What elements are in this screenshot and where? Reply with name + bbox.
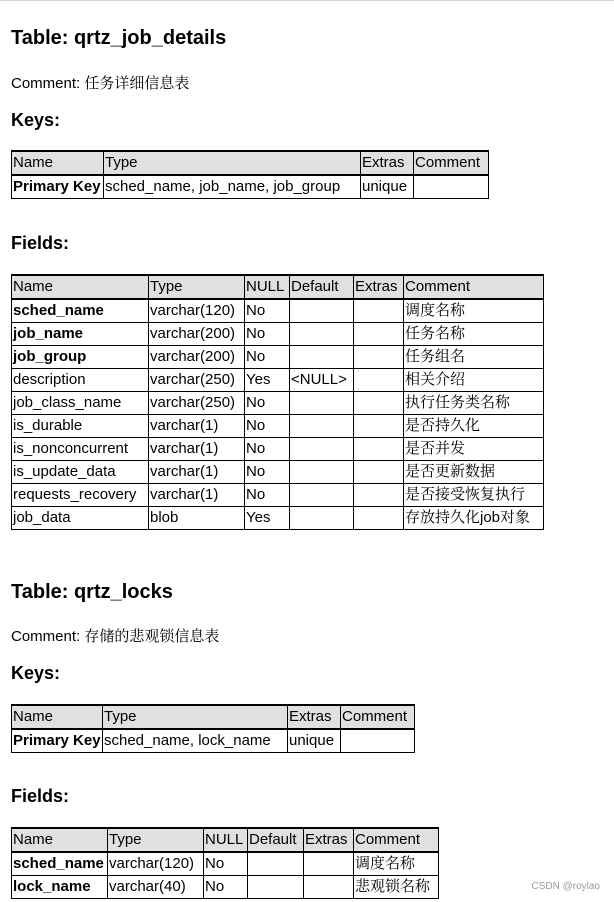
field-default-cell bbox=[290, 299, 354, 323]
field-comment-cell: 任务名称 bbox=[404, 323, 544, 346]
field-type-cell: varchar(120) bbox=[149, 299, 245, 323]
keys-header-row bbox=[12, 151, 489, 175]
key-extras-cell: unique bbox=[361, 175, 414, 199]
column-header: Default bbox=[290, 275, 354, 299]
keys-header-row bbox=[12, 705, 415, 729]
field-comment-cell: 悲观锁名称 bbox=[354, 876, 439, 899]
key-extras-cell: unique bbox=[288, 729, 341, 753]
column-header: Extras bbox=[354, 275, 404, 299]
field-null-cell: No bbox=[204, 876, 248, 899]
field-name-cell: sched_name bbox=[12, 852, 108, 876]
field-extras-cell bbox=[304, 876, 354, 899]
field-extras-cell bbox=[354, 484, 404, 507]
table-comment: Comment: 任务详细信息表 bbox=[11, 75, 190, 92]
field-name-cell: job_group bbox=[12, 346, 149, 369]
watermark: CSDN @roylao bbox=[531, 881, 600, 892]
table-row bbox=[12, 369, 544, 392]
field-type-cell: varchar(120) bbox=[108, 852, 204, 876]
field-default-cell bbox=[290, 323, 354, 346]
field-default-cell bbox=[290, 346, 354, 369]
field-name-cell: job_class_name bbox=[12, 392, 149, 415]
field-type-cell: varchar(250) bbox=[149, 392, 245, 415]
field-name-cell: is_update_data bbox=[12, 461, 149, 484]
field-default-cell bbox=[290, 484, 354, 507]
column-header: Name bbox=[12, 151, 104, 175]
column-header: Name bbox=[12, 828, 108, 852]
field-comment-cell: 是否并发 bbox=[404, 438, 544, 461]
field-type-cell: varchar(1) bbox=[149, 438, 245, 461]
field-extras-cell bbox=[354, 392, 404, 415]
field-null-cell: No bbox=[245, 484, 290, 507]
column-header: Comment bbox=[341, 705, 415, 729]
column-header: Comment bbox=[354, 828, 439, 852]
field-comment-cell: 是否接受恢复执行 bbox=[404, 484, 544, 507]
field-name-cell: description bbox=[12, 369, 149, 392]
column-header: Type bbox=[108, 828, 204, 852]
field-comment-cell: 任务组名 bbox=[404, 346, 544, 369]
field-default-cell bbox=[290, 507, 354, 530]
table-row bbox=[12, 852, 439, 876]
field-extras-cell bbox=[354, 507, 404, 530]
column-header: Name bbox=[12, 705, 103, 729]
field-null-cell: No bbox=[245, 346, 290, 369]
table-row bbox=[12, 507, 544, 530]
field-default-cell bbox=[290, 438, 354, 461]
field-name-cell: requests_recovery bbox=[12, 484, 149, 507]
field-extras-cell bbox=[304, 852, 354, 876]
field-default-cell bbox=[248, 852, 304, 876]
key-name-cell: Primary Key bbox=[12, 729, 103, 753]
fields-table bbox=[11, 827, 439, 899]
field-name-cell: sched_name bbox=[12, 299, 149, 323]
table-title: Table: qrtz_job_details bbox=[11, 27, 227, 49]
key-comment-cell bbox=[341, 729, 415, 753]
fields-heading: Fields: bbox=[11, 786, 70, 806]
field-null-cell: Yes bbox=[245, 507, 290, 530]
key-comment-cell bbox=[414, 175, 489, 199]
table-row bbox=[12, 484, 544, 507]
column-header: NULL bbox=[204, 828, 248, 852]
keys-heading: Keys: bbox=[11, 110, 61, 130]
fields-heading: Fields: bbox=[11, 233, 70, 253]
field-name-cell: is_durable bbox=[12, 415, 149, 438]
field-comment-cell: 存放持久化job对象 bbox=[404, 507, 544, 530]
field-type-cell: varchar(1) bbox=[149, 461, 245, 484]
column-header: Type bbox=[103, 705, 288, 729]
table-row bbox=[12, 415, 544, 438]
column-header: Comment bbox=[404, 275, 544, 299]
column-header: Comment bbox=[414, 151, 489, 175]
table-title: Table: qrtz_locks bbox=[11, 581, 173, 603]
field-type-cell: varchar(200) bbox=[149, 346, 245, 369]
field-default-cell bbox=[290, 461, 354, 484]
field-default-cell bbox=[290, 392, 354, 415]
field-null-cell: No bbox=[245, 392, 290, 415]
table-row bbox=[12, 461, 544, 484]
field-null-cell: No bbox=[245, 438, 290, 461]
field-extras-cell bbox=[354, 461, 404, 484]
field-null-cell: No bbox=[245, 415, 290, 438]
field-type-cell: varchar(1) bbox=[149, 415, 245, 438]
key-type-cell: sched_name, lock_name bbox=[103, 729, 288, 753]
field-null-cell: No bbox=[245, 461, 290, 484]
table-row bbox=[12, 175, 489, 199]
field-name-cell: lock_name bbox=[12, 876, 108, 899]
field-comment-cell: 调度名称 bbox=[404, 299, 544, 323]
fields-header-row bbox=[12, 275, 544, 299]
field-extras-cell bbox=[354, 415, 404, 438]
table-row bbox=[12, 299, 544, 323]
table-row bbox=[12, 392, 544, 415]
field-comment-cell: 是否更新数据 bbox=[404, 461, 544, 484]
field-type-cell: blob bbox=[149, 507, 245, 530]
field-null-cell: No bbox=[204, 852, 248, 876]
field-name-cell: job_data bbox=[12, 507, 149, 530]
field-type-cell: varchar(200) bbox=[149, 323, 245, 346]
field-default-cell bbox=[248, 876, 304, 899]
field-null-cell: No bbox=[245, 299, 290, 323]
field-comment-cell: 执行任务类名称 bbox=[404, 392, 544, 415]
key-type-cell: sched_name, job_name, job_group bbox=[104, 175, 361, 199]
column-header: Extras bbox=[288, 705, 341, 729]
field-default-cell: <NULL> bbox=[290, 369, 354, 392]
field-default-cell bbox=[290, 415, 354, 438]
top-divider bbox=[0, 0, 614, 1]
fields-header-row bbox=[12, 828, 439, 852]
field-type-cell: varchar(1) bbox=[149, 484, 245, 507]
table-row bbox=[12, 876, 439, 899]
column-header: Type bbox=[104, 151, 361, 175]
field-comment-cell: 相关介绍 bbox=[404, 369, 544, 392]
column-header: Default bbox=[248, 828, 304, 852]
field-comment-cell: 是否持久化 bbox=[404, 415, 544, 438]
keys-table bbox=[11, 150, 489, 199]
column-header: Extras bbox=[361, 151, 414, 175]
column-header: Type bbox=[149, 275, 245, 299]
table-row bbox=[12, 729, 415, 753]
table-row bbox=[12, 323, 544, 346]
key-name-cell: Primary Key bbox=[12, 175, 104, 199]
field-extras-cell bbox=[354, 299, 404, 323]
field-extras-cell bbox=[354, 323, 404, 346]
field-extras-cell bbox=[354, 346, 404, 369]
keys-table bbox=[11, 704, 415, 753]
table-row bbox=[12, 346, 544, 369]
field-extras-cell bbox=[354, 369, 404, 392]
field-extras-cell bbox=[354, 438, 404, 461]
field-name-cell: job_name bbox=[12, 323, 149, 346]
fields-table bbox=[11, 274, 544, 530]
field-type-cell: varchar(40) bbox=[108, 876, 204, 899]
field-null-cell: Yes bbox=[245, 369, 290, 392]
field-null-cell: No bbox=[245, 323, 290, 346]
field-type-cell: varchar(250) bbox=[149, 369, 245, 392]
keys-heading: Keys: bbox=[11, 663, 61, 683]
column-header: NULL bbox=[245, 275, 290, 299]
field-name-cell: is_nonconcurrent bbox=[12, 438, 149, 461]
table-comment: Comment: 存储的悲观锁信息表 bbox=[11, 628, 220, 645]
field-comment-cell: 调度名称 bbox=[354, 852, 439, 876]
column-header: Name bbox=[12, 275, 149, 299]
table-row bbox=[12, 438, 544, 461]
column-header: Extras bbox=[304, 828, 354, 852]
